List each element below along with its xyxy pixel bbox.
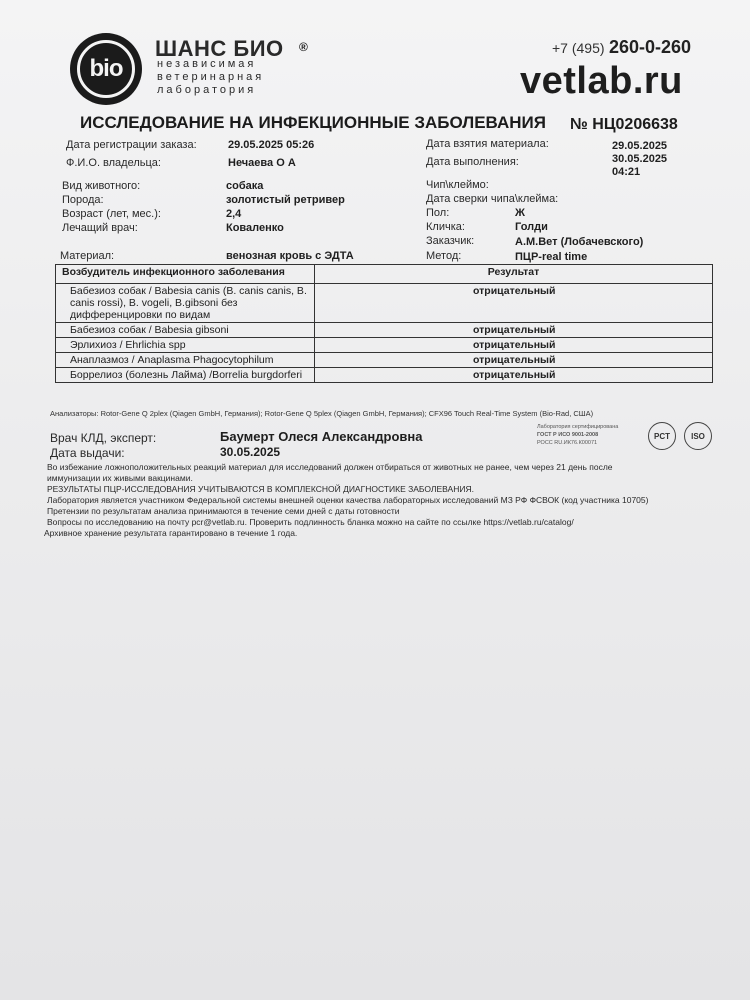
- field-value: 29.05.2025: [612, 140, 668, 152]
- field-label: Дата сверки чипа\клейма:: [426, 193, 559, 205]
- field-label: Лечащий врач:: [62, 222, 138, 234]
- registered-mark: ®: [299, 40, 308, 54]
- result-cell: отрицательный: [315, 284, 713, 323]
- result-cell: отрицательный: [315, 338, 713, 353]
- iso-seal-icon: ISO: [684, 422, 712, 450]
- pathogen-cell: Бабезиоз собак / Babesia gibsoni: [56, 323, 315, 338]
- field-value-time: 04:21: [612, 166, 641, 178]
- field-value: Голди: [515, 221, 548, 233]
- note-line: Во избежание ложноположительных реакций материал для исследований должен отбираться от животных не ранее, чем через 21 день после: [47, 462, 613, 472]
- pathogen-cell: Боррелиоз (болезнь Лайма) /Borrelia burgdorferi: [56, 368, 315, 383]
- table-row: [56, 368, 713, 383]
- tagline-line-3: лаборатория: [157, 84, 257, 96]
- table-header-row: [56, 265, 713, 284]
- tagline-line-1: независимая: [157, 58, 257, 70]
- field-value: венозная кровь с ЭДТА: [226, 250, 354, 262]
- field-label: Дата взятия материала:: [426, 138, 549, 150]
- doctor-label: Врач КЛД, эксперт:: [50, 431, 157, 445]
- phone-number: 260-0-260: [609, 37, 692, 57]
- table-row: [56, 338, 713, 353]
- header-pathogen: Возбудитель инфекционного заболевания: [56, 265, 315, 284]
- pathogen-cell: Бабезиоз собак / Babesia canis (B. canis canis, B. canis rossi), B. vogeli, B.gibsoni без дифференцировки по видам: [56, 284, 315, 323]
- logo: [70, 33, 142, 105]
- field-value: Ж: [515, 207, 525, 219]
- pathogen-cell: Анаплазмоз / Anaplasma Phagocytophilum: [56, 353, 315, 368]
- note-line: Претензии по результатам анализа принимаются в течение семи дней с даты готовности: [47, 506, 400, 516]
- field-label: Материал:: [60, 250, 115, 262]
- doctor-name: Баумерт Олеся Александровна: [220, 429, 423, 444]
- result-cell: отрицательный: [315, 323, 713, 338]
- note-line: Вопросы по исследованию на почту pcr@vetlab.ru. Проверить подлинность бланка можно на сайте по ссылке https://vetlab.ru/catalog/: [47, 517, 574, 527]
- note-line: РЕЗУЛЬТАТЫ ПЦР-ИССЛЕДОВАНИЯ УЧИТЫВАЮТСЯ В КОМПЛЕКСНОЙ ДИАГНОСТИКЕ ЗАБОЛЕВАНИЯ.: [47, 484, 474, 494]
- website-url: vetlab.ru: [520, 60, 683, 102]
- pct-mark-icon: PCT: [648, 422, 676, 450]
- field-value: 29.05.2025 05:26: [228, 139, 315, 151]
- table-row: [56, 284, 713, 323]
- brand-name: ШАНС БИО: [155, 36, 284, 61]
- field-label: Заказчик:: [426, 235, 475, 247]
- field-value: золотистый ретривер: [226, 194, 345, 206]
- issue-date-label: Дата выдачи:: [50, 446, 125, 460]
- field-label: Вид животного:: [62, 180, 141, 192]
- table-row: [56, 353, 713, 368]
- cert-line: ГОСТ Р ИСО 9001-2008: [537, 432, 599, 438]
- note-line: иммунизации их живыми вакцинами.: [47, 473, 193, 483]
- field-value: ПЦР-real time: [515, 251, 588, 263]
- field-value: собака: [226, 180, 264, 192]
- table-row: [56, 323, 713, 338]
- field-label: Дата регистрации заказа:: [66, 139, 197, 151]
- document-number: № НЦ0206638: [570, 116, 678, 133]
- field-label: Дата выполнения:: [426, 156, 519, 168]
- document-title: ИССЛЕДОВАНИЕ НА ИНФЕКЦИОННЫЕ ЗАБОЛЕВАНИЯ: [80, 113, 546, 132]
- pathogen-cell: Эрлихиоз / Ehrlichia spp: [56, 338, 315, 353]
- issue-date: 30.05.2025: [220, 445, 281, 459]
- phone-prefix: +7 (495): [552, 40, 605, 56]
- results-table: [55, 264, 713, 383]
- note-line: Лаборатория является участником Федеральной системы внешней оценки качества лабораторных исследований МЗ РФ ФСВОК (код участника 10705): [47, 495, 649, 505]
- field-value: 30.05.2025: [612, 153, 668, 165]
- field-label: Метод:: [426, 250, 462, 262]
- cert-line: РОСС RU.ИК76.К00071: [537, 440, 598, 446]
- field-label: Ф.И.О. владельца:: [66, 157, 161, 169]
- field-value: 2,4: [226, 208, 242, 220]
- tagline-line-2: ветеринарная: [157, 71, 265, 83]
- result-cell: отрицательный: [315, 368, 713, 383]
- field-label: Возраст (лет, мес.):: [62, 208, 161, 220]
- note-line: Архивное хранение результата гарантировано в течение 1 года.: [44, 528, 298, 538]
- cert-line: Лаборатория сертифицирована: [537, 424, 619, 430]
- result-cell: отрицательный: [315, 353, 713, 368]
- field-label: Кличка:: [426, 221, 465, 233]
- logo-text: bio: [77, 40, 135, 98]
- field-label: Чип\клеймо:: [426, 179, 489, 191]
- analyzers-note: Анализаторы: Rotor-Gene Q 2plex (Qiagen GmbH, Германия); Rotor-Gene Q 5plex (Qiagen GmbH, Германия); CFX96 Touch Real-Time System (Bio-Rad, США): [50, 409, 594, 418]
- field-label: Порода:: [62, 194, 104, 206]
- field-value: Коваленко: [226, 222, 284, 234]
- field-value: Нечаева О А: [228, 157, 296, 169]
- field-label: Пол:: [426, 207, 450, 219]
- field-value: А.М.Вет (Лобачевского): [515, 236, 644, 248]
- header-result: Результат: [315, 265, 713, 284]
